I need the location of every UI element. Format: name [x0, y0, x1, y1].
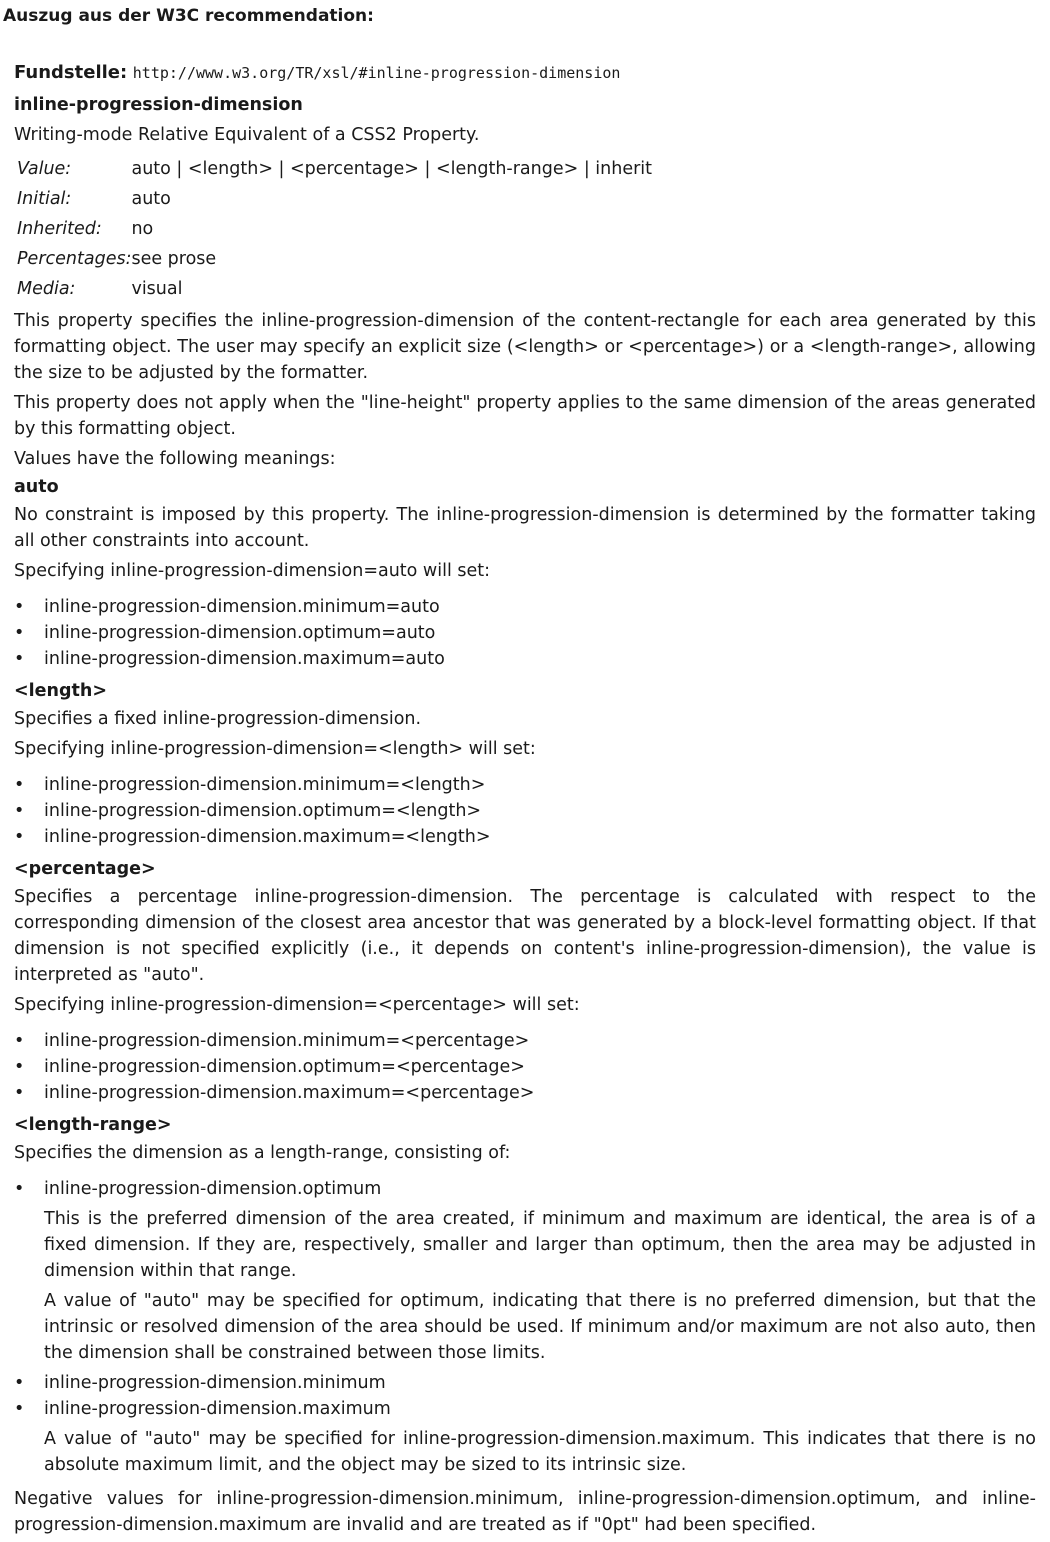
list-item	[14, 1370, 1036, 1396]
value-description: Specifies a fixed inline-progression-dimension.	[14, 709, 422, 729]
prop-value: auto	[131, 189, 171, 209]
list-item: • inline-progression-dimension.optimum=auto	[14, 620, 1036, 646]
list-item: • inline-progression-dimension.optimum=<percentage>	[14, 1054, 1036, 1080]
value-spec: Specifying inline-progression-dimension=<percentage> will set:	[14, 995, 580, 1015]
description-paragraph: This property does not apply when the "line-height" property applies to the same dimension of the areas generated by this formatting object.	[14, 393, 1036, 439]
bullet-list	[14, 1176, 1036, 1478]
prop-key: Value:	[17, 159, 72, 179]
value-description: Specifies the dimension as a length-range, consisting of:	[14, 1143, 511, 1163]
table-row	[17, 274, 652, 304]
property-name: inline-progression-dimension	[14, 95, 303, 115]
list-item-label: inline-progression-dimension.maximum	[44, 1399, 391, 1419]
list-item: • inline-progression-dimension.maximum=auto	[14, 646, 1036, 672]
bullet-list	[14, 1028, 1036, 1106]
values-intro: Values have the following meanings:	[14, 449, 336, 469]
list-item	[14, 1176, 1036, 1366]
document-body	[14, 60, 1036, 1542]
value-description: No constraint is imposed by this property. The inline-progression-dimension is determined by the formatter taking all other constraints into account.	[14, 505, 1036, 551]
property-intro: Writing-mode Relative Equivalent of a CSS2 Property.	[14, 125, 480, 145]
value-term-auto: auto	[14, 477, 59, 497]
list-item: • inline-progression-dimension.maximum=<length>	[14, 824, 1036, 850]
table-row	[17, 214, 652, 244]
list-item-paragraph: A value of "auto" may be specified for optimum, indicating that there is no preferred dimension, but that the intrinsic or resolved dimension of the area should be used. If minimum and/or maximum are not also auto, then the dimension shall be constrained between those limits.	[44, 1291, 1036, 1363]
list-item-paragraph: This is the preferred dimension of the area created, if minimum and maximum are identical, the area is of a fixed dimension. If they are, respectively, smaller and larger than optimum, then the area may be adjusted in dimension within that range.	[44, 1209, 1036, 1281]
bullet-list	[14, 772, 1036, 850]
list-item: • inline-progression-dimension.minimum=<percentage>	[14, 1028, 1036, 1054]
bullet-list	[14, 594, 1036, 672]
prop-value: auto | <length> | <percentage> | <length-range> | inherit	[131, 159, 653, 179]
list-item	[14, 1396, 1036, 1478]
value-description: Specifies a percentage inline-progression-dimension. The percentage is calculated with respect to the corresponding dimension of the closest area ancestor that was generated by a block-level formatting object. If that dimension is not specified explicitly (i.e., it depends on content's inline-progression-dimension), the value is interpreted as "auto".	[14, 887, 1036, 985]
list-item: • inline-progression-dimension.minimum=<length>	[14, 772, 1036, 798]
value-spec: Specifying inline-progression-dimension=<length> will set:	[14, 739, 536, 759]
description-paragraph: This property specifies the inline-progression-dimension of the content-rectangle for each area generated by this formatting object. The user may specify an explicit size (<length> or <percentage>) or a <length-range>, allowing the size to be adjusted by the formatter.	[14, 311, 1036, 383]
table-row	[17, 154, 652, 184]
list-item: • inline-progression-dimension.minimum=auto	[14, 594, 1036, 620]
source-reference	[14, 60, 1036, 86]
closing-paragraph: Negative values for inline-progression-dimension.minimum, inline-progression-dimension.optimum, and inline-progression-dimension.maximum are invalid and are treated as if "0pt" had been specified.	[14, 1489, 1036, 1535]
prop-key: Initial:	[17, 189, 72, 209]
value-term-length-range: <length-range>	[14, 1115, 172, 1135]
list-item: • inline-progression-dimension.optimum=<length>	[14, 798, 1036, 824]
list-item-label: inline-progression-dimension.minimum	[44, 1373, 386, 1393]
list-item-label: inline-progression-dimension.optimum	[44, 1179, 382, 1199]
table-row	[17, 184, 652, 214]
table-row	[17, 244, 652, 274]
prop-value: see prose	[131, 249, 217, 269]
prop-value: visual	[131, 279, 183, 299]
list-item: • inline-progression-dimension.maximum=<percentage>	[14, 1080, 1036, 1106]
value-term-percentage: <percentage>	[14, 859, 156, 879]
source-url: http://www.w3.org/TR/xsl/#inline-progression-dimension	[132, 64, 621, 82]
prop-key: Media:	[17, 279, 76, 299]
page-heading: Auszug aus der W3C recommendation:	[3, 6, 374, 26]
source-label: Fundstelle:	[14, 62, 128, 83]
prop-key: Inherited:	[17, 219, 102, 239]
property-table	[17, 154, 652, 304]
prop-key: Percentages:	[17, 249, 132, 269]
value-term-length: <length>	[14, 681, 108, 701]
list-item-paragraph: A value of "auto" may be specified for inline-progression-dimension.maximum. This indicates that there is no absolute maximum limit, and the object may be sized to its intrinsic size.	[44, 1429, 1036, 1475]
value-spec: Specifying inline-progression-dimension=auto will set:	[14, 561, 491, 581]
prop-value: no	[131, 219, 154, 239]
